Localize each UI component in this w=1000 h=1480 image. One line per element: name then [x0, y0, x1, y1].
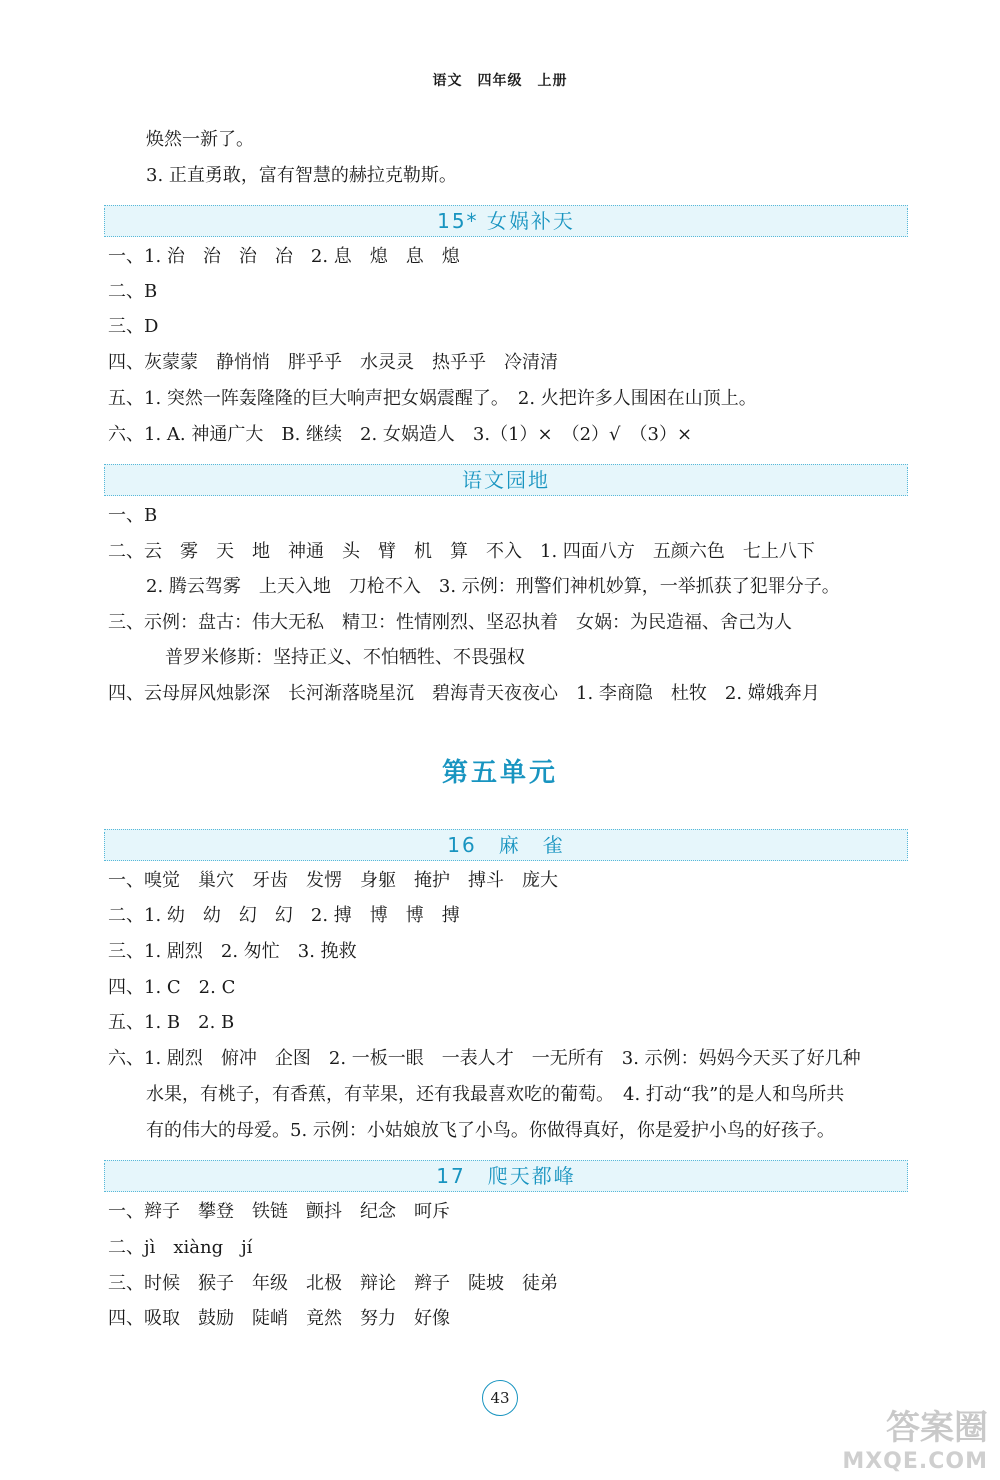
- lesson-16-title: 16 麻 雀: [447, 833, 565, 857]
- answer-line: 四、云母屏风烛影深 长河渐落晓星沉 碧海青天夜夜心 1. 李商隐 杜牧 2. 嫦娥奔月: [108, 683, 820, 704]
- answer-line: 水果，有桃子，有香蕉，有苹果，还有我最喜欢吃的葡萄。 4. 打动“我”的是人和鸟所共: [146, 1084, 845, 1105]
- answer-line: 六、1. 剧烈 俯冲 企图 2. 一板一眼 一表人才 一无所有 3. 示例：妈妈今天买了好几种: [108, 1048, 861, 1069]
- answer-line: 有的伟大的母爱。5. 示例：小姑娘放飞了小鸟。你做得真好，你是爱护小鸟的好孩子。: [146, 1120, 835, 1141]
- lesson-17-title: 17 爬天都峰: [436, 1164, 576, 1188]
- answer-line: 一、1. 治 治 治 冶 2. 息 熄 息 熄: [108, 246, 460, 267]
- answer-line: 一、辫子 攀登 铁链 颤抖 纪念 呵斥: [108, 1201, 450, 1222]
- page-number: 43: [482, 1380, 518, 1416]
- answer-line: 四、灰蒙蒙 静悄悄 胖乎乎 水灵灵 热乎乎 冷清清: [108, 352, 558, 373]
- intro-line: 焕然一新了。: [146, 129, 254, 150]
- answer-line: 二、云 雾 天 地 神通 头 臂 机 算 不入 1. 四面八方 五颜六色 七上八下: [108, 541, 815, 562]
- running-header: 语文 四年级 上册: [432, 73, 568, 89]
- answer-line: 三、示例：盘古：伟大无私 精卫：性情刚烈、坚忍执着 女娲：为民造福、舍己为人: [108, 612, 792, 633]
- answer-line: 一、嗅觉 巢穴 牙齿 发愣 身躯 掩护 搏斗 庞大: [108, 870, 558, 891]
- answer-line: 五、1. 突然一阵轰隆隆的巨大响声把女娲震醒了。 2. 火把许多人围困在山顶上。: [108, 388, 757, 409]
- answer-line: 二、B: [108, 281, 158, 302]
- answer-line: 四、1. C 2. C: [108, 977, 236, 998]
- intro-line: 3. 正直勇敢，富有智慧的赫拉克勒斯。: [146, 165, 457, 186]
- answer-line: 2. 腾云驾雾 上天入地 刀枪不入 3. 示例：刑警们神机妙算，一举抓获了犯罪分子。: [146, 576, 840, 597]
- garden-banner: [104, 464, 908, 496]
- answer-line: 二、1. 幼 幼 幻 幻 2. 搏 博 博 搏: [108, 905, 460, 926]
- answer-line: 三、1. 剧烈 2. 匆忙 3. 挽救: [108, 941, 357, 962]
- lesson-17-banner: [104, 1160, 908, 1192]
- lesson-15-title: 15* 女娲补天: [437, 209, 575, 233]
- site-watermark: [818, 1400, 988, 1472]
- lesson-16-banner: [104, 829, 908, 861]
- answer-line: 普罗米修斯：坚持正义、不怕牺牲、不畏强权: [165, 647, 525, 668]
- answer-line: 一、B: [108, 505, 158, 526]
- answer-line: 四、吸取 鼓励 陡峭 竟然 努力 好像: [108, 1308, 450, 1329]
- garden-title: 语文园地: [462, 468, 550, 492]
- answer-line: 六、1. A. 神通广大 B. 继续 2. 女娲造人 3.（1）× （2）√ （3）×: [108, 424, 693, 445]
- answer-line: 二、jì xiàng jí: [108, 1237, 253, 1258]
- lesson-15-banner: [104, 205, 908, 237]
- unit-title: 第五单元: [441, 758, 558, 788]
- watermark-logo-text: 答案圈: [886, 1408, 988, 1448]
- answer-line: 三、时候 猴子 年级 北极 辩论 辫子 陡坡 徒弟: [108, 1273, 558, 1294]
- watermark-url: MXQE.COM: [842, 1449, 988, 1474]
- answer-line: 五、1. B 2. B: [108, 1012, 235, 1033]
- answer-line: 三、D: [108, 316, 159, 337]
